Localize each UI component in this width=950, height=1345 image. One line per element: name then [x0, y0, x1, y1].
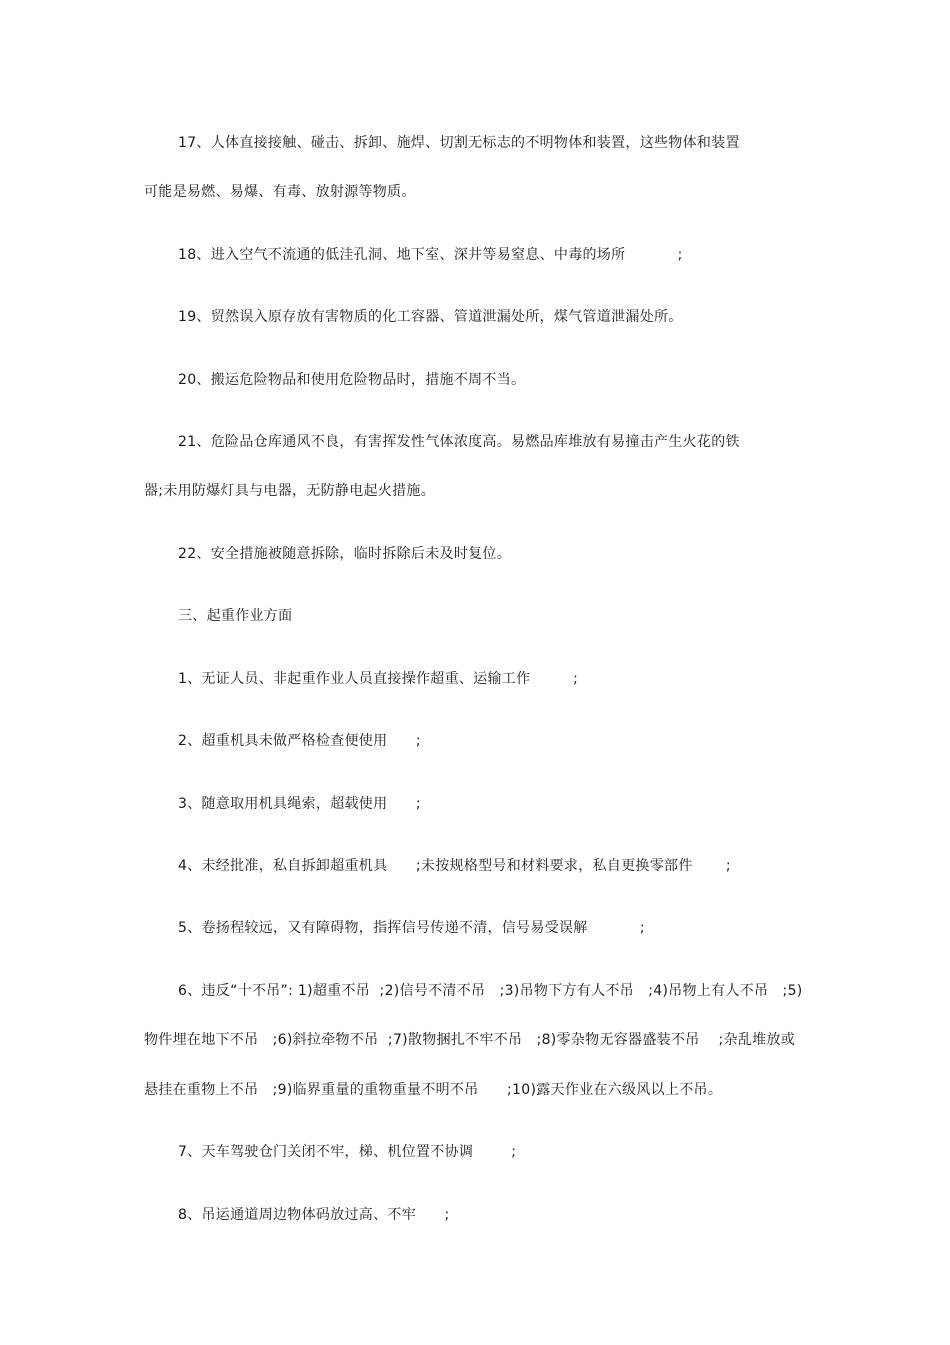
lifting-item-1: 1、无证人员、非起重作业人员直接操作超重、运输工作 ; [178, 671, 579, 687]
paragraph-17-line-2: 可能是易燃、易爆、有毒、放射源等物质。 [144, 184, 416, 200]
paragraph-17-line-1: 17、人体直接接触、碰击、拆卸、施焊、切割无标志的不明物体和装置，这些物体和装置 [178, 135, 740, 151]
paragraph-22: 22、安全措施被随意拆除，临时拆除后未及时复位。 [178, 546, 512, 562]
paragraph-21-line-1: 21、危险品仓库通风不良，有害挥发性气体浓度高。易燃品库堆放有易撞击产生火花的铁 [178, 434, 740, 450]
section-heading-lifting: 三、起重作业方面 [178, 608, 293, 624]
paragraph-19: 19、贸然误入原存放有害物质的化工容器、管道泄漏处所，煤气管道泄漏处所。 [178, 309, 683, 325]
lifting-item-8: 8、吊运通道周边物体码放过高、不牢 ; [178, 1207, 450, 1223]
lifting-item-5: 5、卷扬程较远，又有障碍物，指挥信号传递不清，信号易受误解 ; [178, 920, 645, 936]
lifting-item-6-line-1: 6、违反“十不吊”: 1)超重不吊 ;2)信号不清不吊 ;3)吊物下方有人不吊 ;4)吊物上有人不吊 ;5) [178, 983, 803, 999]
paragraph-18: 18、进入空气不流通的低洼孔洞、地下室、深井等易窒息、中毒的场所 ; [178, 247, 683, 263]
paragraph-20: 20、搬运危险物品和使用危险物品时，措施不周不当。 [178, 372, 526, 388]
lifting-item-6-line-2: 物件埋在地下不吊 ;6)斜拉牵物不吊 ;7)散物捆扎不牢不吊 ;8)零杂物无容器盛装不吊 ;杂乱堆放或 [144, 1032, 796, 1048]
lifting-item-4: 4、未经批准，私自拆卸超重机具 ;未按规格型号和材料要求，私自更换零部件 ; [178, 858, 731, 874]
lifting-item-6-line-3: 悬挂在重物上不吊 ;9)临界重量的重物重量不明不吊 ;10)露天作业在六级风以上不吊。 [144, 1082, 723, 1098]
lifting-item-2: 2、超重机具未做严格检查便使用 ; [178, 733, 421, 749]
paragraph-21-line-2: 器;未用防爆灯具与电器，无防静电起火措施。 [144, 483, 436, 499]
lifting-item-7: 7、天车驾驶仓门关闭不牢，梯、机位置不协调 ; [178, 1144, 517, 1160]
lifting-item-3: 3、随意取用机具绳索，超载使用 ; [178, 796, 421, 812]
